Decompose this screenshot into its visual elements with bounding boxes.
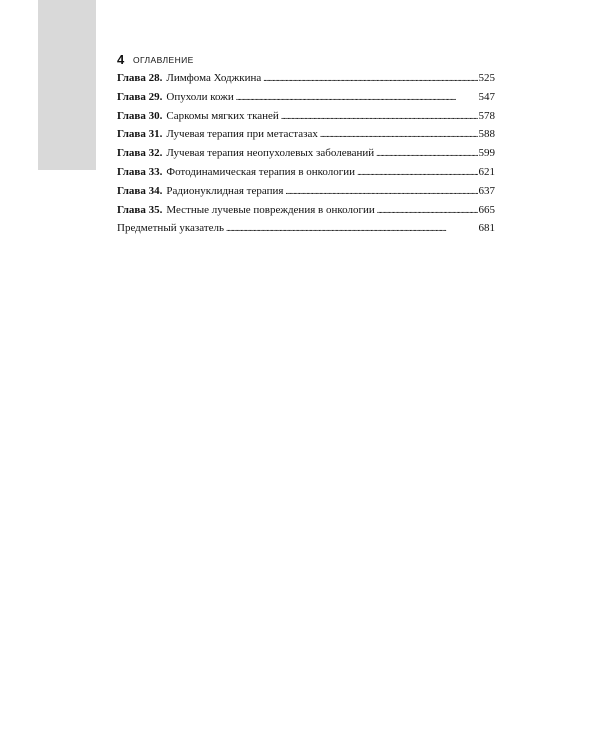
chapter-label: Глава 29. bbox=[117, 90, 163, 103]
toc-entry[interactable] bbox=[117, 201, 495, 220]
chapter-title: Местные лучевые повреждения в онкологии bbox=[166, 203, 375, 216]
chapter-label: Глава 35. bbox=[117, 203, 163, 216]
toc-entry[interactable] bbox=[117, 69, 495, 88]
page-reference: 621 bbox=[478, 165, 495, 178]
chapter-title: Опухоли кожи bbox=[166, 90, 234, 103]
toc-entry[interactable] bbox=[117, 125, 495, 144]
chapter-label: Глава 31. bbox=[117, 128, 163, 141]
dot-leader bbox=[320, 125, 478, 144]
running-head: ОГЛАВЛЕНИЕ bbox=[133, 55, 194, 65]
dot-leader bbox=[226, 219, 477, 238]
toc-entry-index[interactable] bbox=[117, 219, 495, 238]
page-number: 4 bbox=[117, 52, 125, 67]
chapter-title: Радионуклидная терапия bbox=[166, 184, 284, 197]
page-reference: 665 bbox=[478, 203, 495, 216]
dot-leader bbox=[357, 163, 477, 182]
page-edge-tab bbox=[38, 0, 96, 170]
page-reference: 578 bbox=[478, 109, 495, 122]
chapter-title: Лучевая терапия неопухолевых заболеваний bbox=[166, 147, 375, 160]
toc-entry[interactable] bbox=[117, 182, 495, 201]
page-reference: 547 bbox=[478, 90, 495, 103]
chapter-label: Глава 30. bbox=[117, 109, 163, 122]
page-reference: 588 bbox=[478, 128, 495, 141]
dot-leader bbox=[285, 182, 477, 201]
index-title: Предметный указатель bbox=[117, 222, 225, 235]
chapter-title: Фотодинамическая терапия в онкологии bbox=[166, 165, 356, 178]
dot-leader bbox=[281, 107, 478, 126]
toc-entry[interactable] bbox=[117, 107, 495, 126]
chapter-label: Глава 34. bbox=[117, 184, 163, 197]
chapter-title: Лучевая терапия при метастазах bbox=[166, 128, 318, 141]
page-reference: 525 bbox=[478, 72, 495, 84]
toc-entry[interactable] bbox=[117, 144, 495, 163]
page-reference: 637 bbox=[478, 184, 495, 197]
chapter-label: Глава 32. bbox=[117, 147, 163, 160]
page-reference: 599 bbox=[478, 147, 495, 160]
page-reference: 681 bbox=[478, 222, 495, 235]
dot-leader bbox=[236, 88, 478, 107]
dot-leader bbox=[376, 144, 477, 163]
dot-leader bbox=[377, 201, 478, 220]
dot-leader bbox=[263, 69, 477, 88]
toc-entry[interactable] bbox=[117, 88, 495, 107]
toc-entry[interactable] bbox=[117, 163, 495, 182]
chapter-title: Саркомы мягких тканей bbox=[166, 109, 279, 122]
chapter-label: Глава 33. bbox=[117, 165, 163, 178]
chapter-title: Лимфома Ходжкина bbox=[166, 72, 262, 84]
table-of-contents bbox=[117, 69, 495, 238]
chapter-label: Глава 28. bbox=[117, 72, 163, 84]
